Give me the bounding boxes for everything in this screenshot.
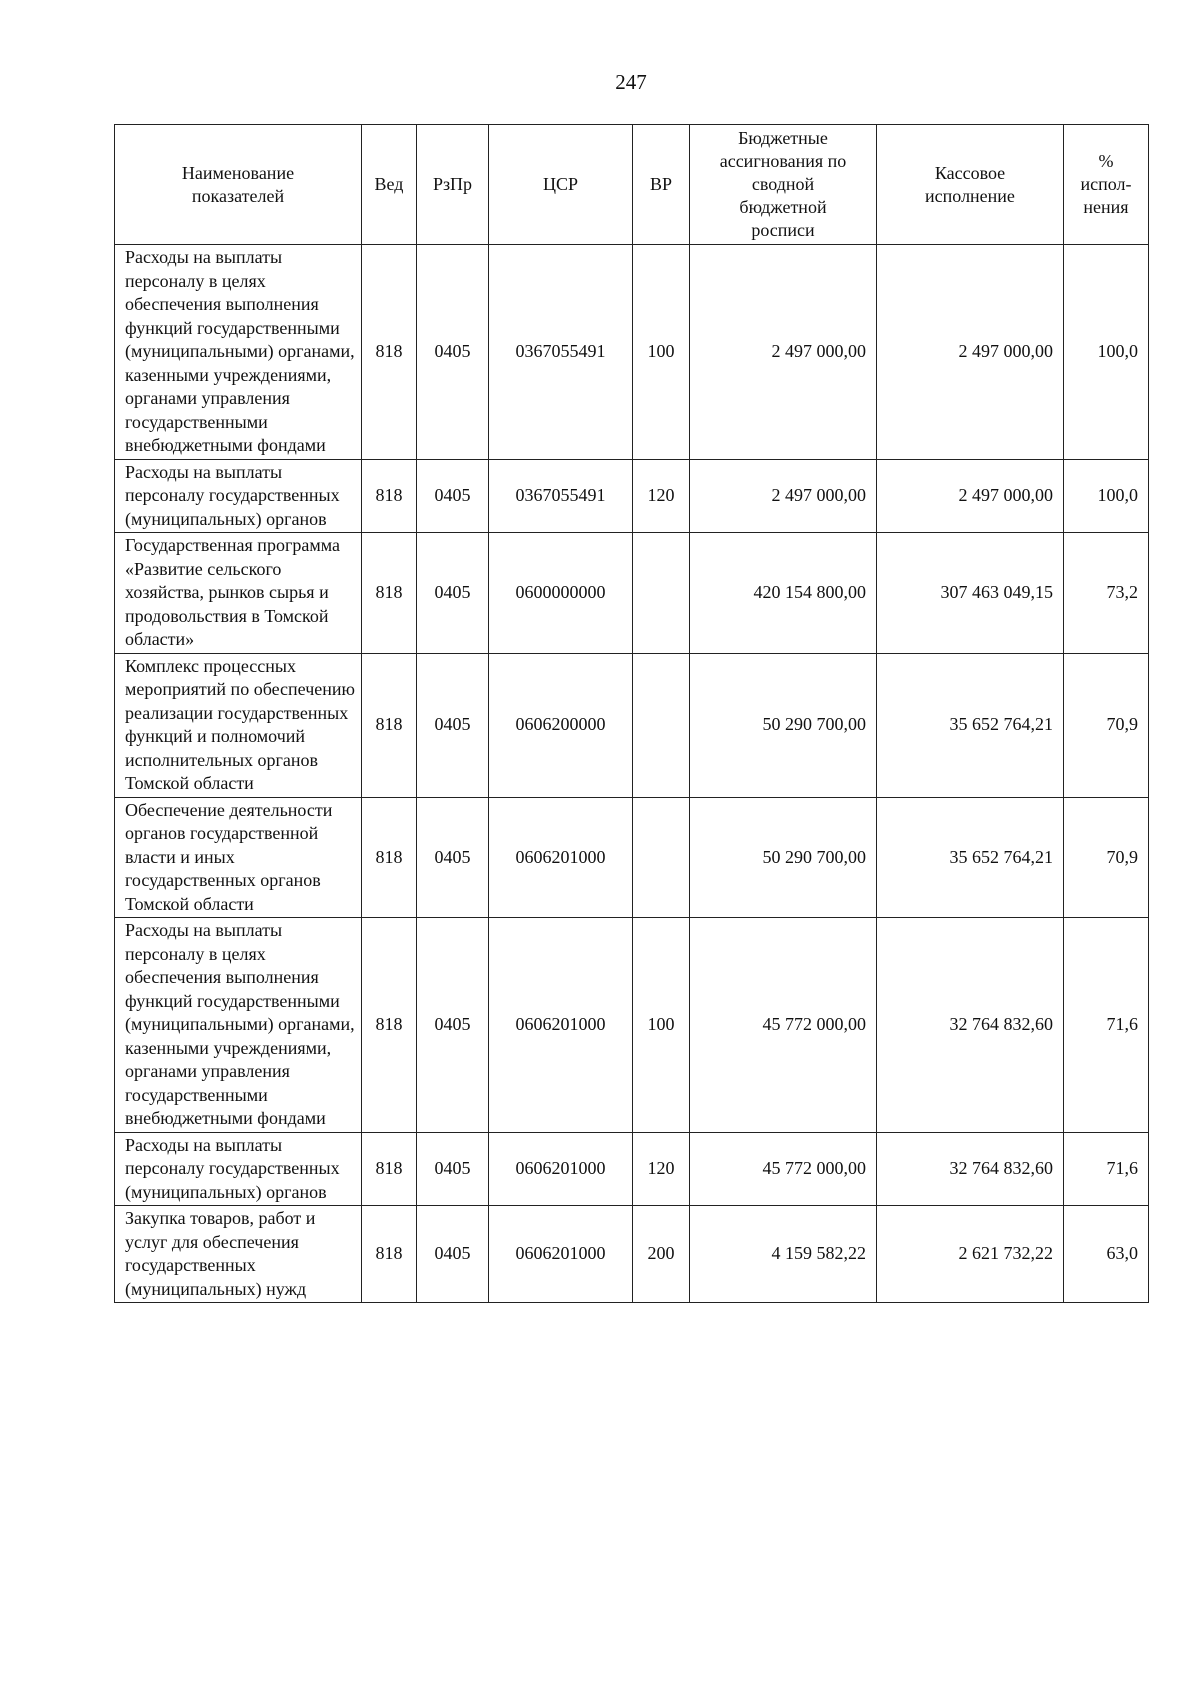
table-row	[115, 653, 1149, 797]
budget-execution-table	[114, 124, 1149, 1303]
cell-vr: 200	[633, 1206, 690, 1303]
cell-ved: 818	[362, 245, 417, 460]
cell-csr: 0606201000	[489, 1132, 633, 1206]
cell-ved: 818	[362, 533, 417, 654]
cell-name: Государственная программа «Развитие сельского хозяйства, рынков сырья и продовольствия в Томской области»	[115, 533, 362, 654]
cell-csr: 0606201000	[489, 1206, 633, 1303]
cell-pct: 73,2	[1064, 533, 1149, 654]
cell-ved: 818	[362, 1206, 417, 1303]
page-number: 247	[615, 70, 647, 94]
cell-csr: 0606200000	[489, 653, 633, 797]
table-row	[115, 533, 1149, 654]
cell-pct: 71,6	[1064, 918, 1149, 1133]
cell-pct: 100,0	[1064, 245, 1149, 460]
table-row	[115, 797, 1149, 918]
cell-rzpr: 0405	[417, 533, 489, 654]
cell-fact: 2 621 732,22	[877, 1206, 1064, 1303]
cell-fact: 35 652 764,21	[877, 653, 1064, 797]
cell-ved: 818	[362, 653, 417, 797]
cell-csr: 0606201000	[489, 918, 633, 1133]
cell-name: Закупка товаров, работ и услуг для обеспечения государственных (муниципальных) нужд	[115, 1206, 362, 1303]
cell-plan: 45 772 000,00	[690, 1132, 877, 1206]
cell-plan: 2 497 000,00	[690, 245, 877, 460]
header-vr: ВР	[633, 125, 690, 245]
cell-csr: 0367055491	[489, 459, 633, 533]
table-row	[115, 1132, 1149, 1206]
cell-plan: 50 290 700,00	[690, 653, 877, 797]
cell-rzpr: 0405	[417, 1206, 489, 1303]
cell-ved: 818	[362, 797, 417, 918]
cell-vr	[633, 653, 690, 797]
table-row	[115, 459, 1149, 533]
cell-fact: 35 652 764,21	[877, 797, 1064, 918]
cell-rzpr: 0405	[417, 653, 489, 797]
cell-vr	[633, 533, 690, 654]
cell-pct: 70,9	[1064, 797, 1149, 918]
cell-pct: 63,0	[1064, 1206, 1149, 1303]
header-execution-percent: % испол-нения	[1064, 125, 1149, 245]
cell-vr: 100	[633, 918, 690, 1133]
cell-ved: 818	[362, 1132, 417, 1206]
cell-fact: 32 764 832,60	[877, 1132, 1064, 1206]
cell-ved: 818	[362, 918, 417, 1133]
cell-fact: 2 497 000,00	[877, 245, 1064, 460]
cell-csr: 0367055491	[489, 245, 633, 460]
cell-plan: 45 772 000,00	[690, 918, 877, 1133]
cell-vr	[633, 797, 690, 918]
cell-name: Расходы на выплаты персоналу в целях обеспечения выполнения функций государственными (муниципальными) органами, казенными учреждениями, органами управления государственными внебюджетными фондами	[115, 918, 362, 1133]
header-csr: ЦСР	[489, 125, 633, 245]
table-row	[115, 245, 1149, 460]
cell-plan: 4 159 582,22	[690, 1206, 877, 1303]
cell-csr: 0600000000	[489, 533, 633, 654]
table-row	[115, 918, 1149, 1133]
cell-name: Комплекс процессных мероприятий по обеспечению реализации государственных функций и полномочий исполнительных органов Томской области	[115, 653, 362, 797]
cell-plan: 50 290 700,00	[690, 797, 877, 918]
cell-rzpr: 0405	[417, 459, 489, 533]
cell-vr: 120	[633, 459, 690, 533]
cell-rzpr: 0405	[417, 918, 489, 1133]
header-budget-allocations: Бюджетные ассигнования по сводной бюджетной росписи	[690, 125, 877, 245]
table-header-row	[115, 125, 1149, 245]
cell-fact: 307 463 049,15	[877, 533, 1064, 654]
cell-pct: 71,6	[1064, 1132, 1149, 1206]
cell-name: Обеспечение деятельности органов государственной власти и иных государственных органов Томской области	[115, 797, 362, 918]
cell-fact: 2 497 000,00	[877, 459, 1064, 533]
cell-plan: 2 497 000,00	[690, 459, 877, 533]
cell-fact: 32 764 832,60	[877, 918, 1064, 1133]
cell-vr: 120	[633, 1132, 690, 1206]
cell-rzpr: 0405	[417, 245, 489, 460]
cell-pct: 70,9	[1064, 653, 1149, 797]
cell-name: Расходы на выплаты персоналу государственных (муниципальных) органов	[115, 459, 362, 533]
cell-rzpr: 0405	[417, 797, 489, 918]
header-cash-execution: Кассовое исполнение	[877, 125, 1064, 245]
cell-pct: 100,0	[1064, 459, 1149, 533]
cell-vr: 100	[633, 245, 690, 460]
cell-ved: 818	[362, 459, 417, 533]
cell-csr: 0606201000	[489, 797, 633, 918]
cell-rzpr: 0405	[417, 1132, 489, 1206]
cell-name: Расходы на выплаты персоналу государственных (муниципальных) органов	[115, 1132, 362, 1206]
header-ved: Вед	[362, 125, 417, 245]
header-rzpr: РзПр	[417, 125, 489, 245]
table-row	[115, 1206, 1149, 1303]
header-indicator-name: Наименование показателей	[115, 125, 362, 245]
cell-plan: 420 154 800,00	[690, 533, 877, 654]
cell-name: Расходы на выплаты персоналу в целях обеспечения выполнения функций государственными (муниципальными) органами, казенными учреждениями, органами управления государственными внебюджетными фондами	[115, 245, 362, 460]
